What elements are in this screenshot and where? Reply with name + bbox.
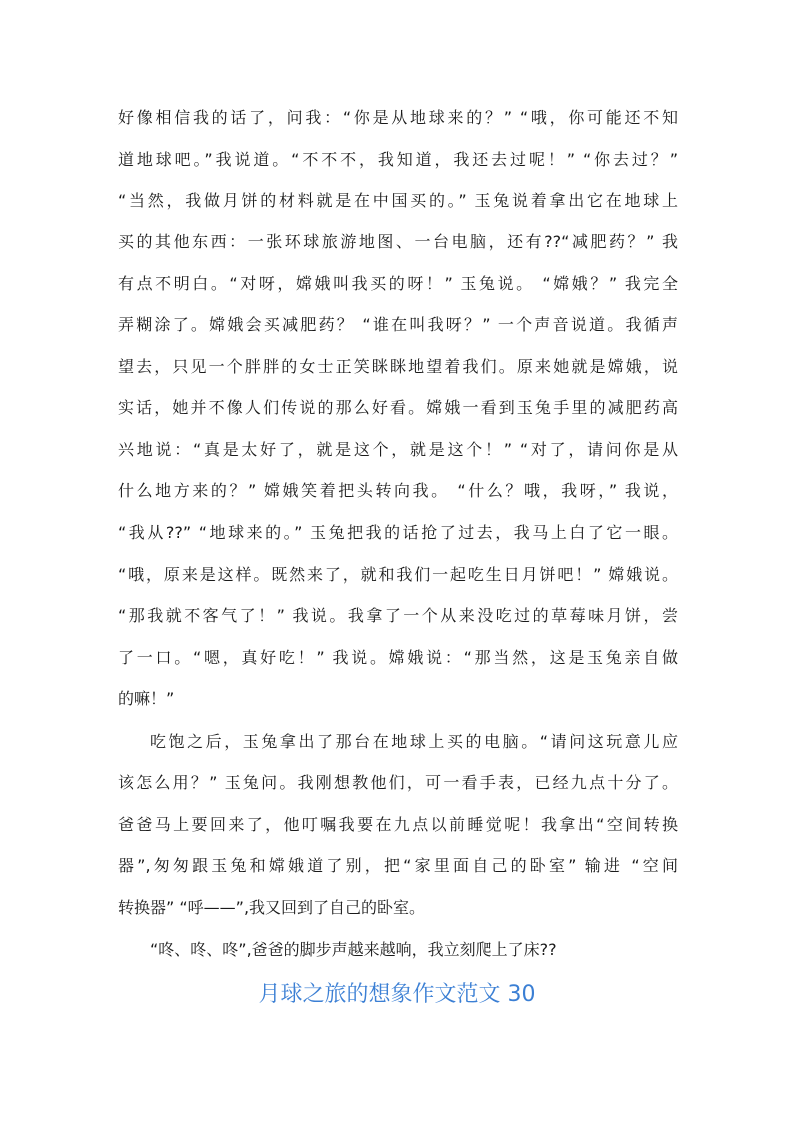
body-text-line: 道地球吧。”我说道。“不不不，我知道，我还去过呢！” “你去过？”	[118, 150, 678, 169]
body-text-line: “当然，我做月饼的材料就是在中国买的。” 玉兔说着拿出它在地球上	[118, 191, 678, 210]
body-text-line: 兴地说：“真是太好了，就是这个，就是这个！” “对了，请问你是从	[118, 440, 678, 459]
body-text-line: “那我就不客气了！” 我说。我拿了一个从来没吃过的草莓味月饼，尝	[118, 606, 678, 625]
body-text-line: “咚、咚、咚”,爸爸的脚步声越来越响，我立刻爬上了床??	[150, 940, 557, 959]
body-text-line: 器”,匆匆跟玉兔和嫦娥道了别，把“家里面自己的卧室” 输进 “空间	[118, 856, 678, 875]
body-text-line: “哦，原来是这样。既然来了，就和我们一起吃生日月饼吧！” 嫦娥说。	[118, 565, 678, 584]
body-text-line: 转换器” “呼——”,我又回到了自己的卧室。	[118, 898, 426, 917]
body-text-line: 弄糊涂了。嫦娥会买减肥药？ “谁在叫我呀？” 一个声音说道。我循声	[118, 315, 678, 334]
body-text-line: “我从??” “地球来的。” 玉兔把我的话抢了过去，我马上白了它一眼。	[118, 523, 678, 542]
body-text-line: 什么地方来的？” 嫦娥笑着把头转向我。 “什么？哦，我呀，” 我说，	[118, 481, 678, 500]
body-text-line: 有点不明白。“对呀，嫦娥叫我买的呀！” 玉兔说。 “嫦娥？” 我完全	[118, 274, 678, 293]
article-heading: 月球之旅的想象作文范文 30	[258, 982, 536, 1007]
body-text-line: 该怎么用？” 玉兔问。我刚想教他们，可一看手表，已经九点十分了。	[118, 773, 678, 792]
body-text-line: 了一口。“嗯，真好吃！” 我说。嫦娥说：“那当然，这是玉兔亲自做	[118, 648, 678, 667]
body-text-line: 爸爸马上要回来了，他叮嘱我要在九点以前睡觉呢！我拿出“空间转换	[118, 815, 678, 834]
body-text-line: 吃饱之后，玉兔拿出了那台在地球上买的电脑。“请问这玩意儿应	[150, 732, 678, 751]
body-text-line: 的嘛！”	[118, 689, 175, 708]
body-text-line: 实话，她并不像人们传说的那么好看。嫦娥一看到玉兔手里的减肥药高	[118, 398, 678, 417]
body-text-line: 望去，只见一个胖胖的女士正笑眯眯地望着我们。原来她就是嫦娥，说	[118, 357, 678, 376]
body-text-line: 好像相信我的话了，问我：“你是从地球来的？” “哦，你可能还不知	[118, 108, 678, 127]
body-text-line: 买的其他东西：一张环球旅游地图、一台电脑，还有??“减肥药？” 我	[118, 232, 678, 251]
